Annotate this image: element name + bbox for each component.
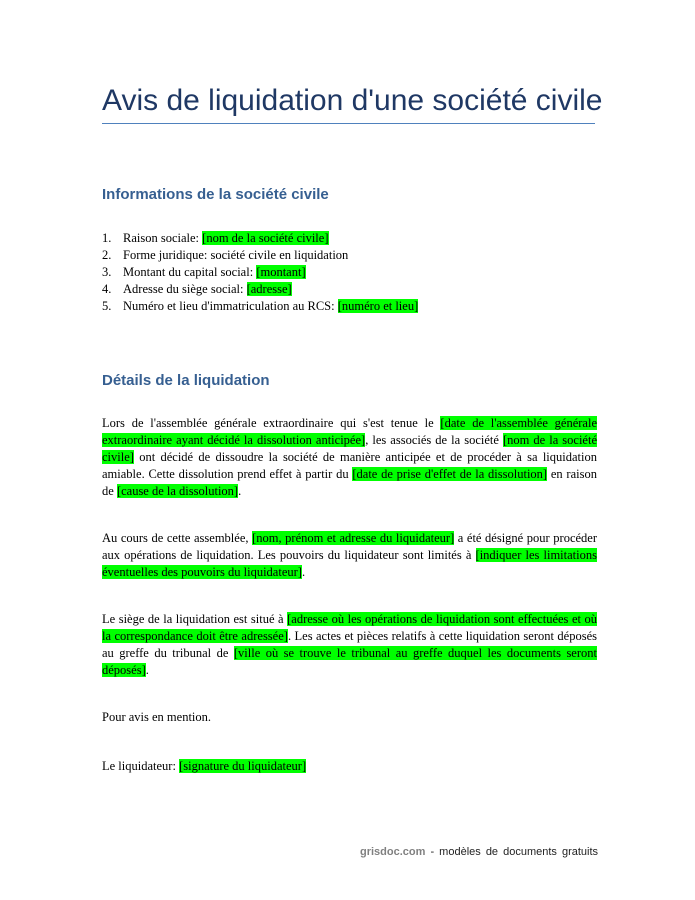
paragraph-liquidation-seat <box>102 611 597 679</box>
placeholder-field: [nom de la société civile] <box>202 231 329 245</box>
paragraph-assembly <box>102 415 597 500</box>
body-text: . Les actes et pièces relatifs à cette liquidation seront déposés au greffe du tribunal de <box>102 629 597 660</box>
list-label: Forme juridique: société civile en liquidation <box>123 248 349 262</box>
placeholder-field: [adresse où les opérations de liquidation sont effectuées et où la correspondance doit être adressée] <box>102 612 597 643</box>
placeholder-field: [signature du liquidateur] <box>179 759 307 773</box>
list-item <box>102 281 418 298</box>
body-text: ont décidé de dissoudre la société de manière anticipée et de procéder à sa liquidation amiable. Cette dissolution prend effet à partir du <box>102 450 597 481</box>
placeholder-field: [montant] <box>256 265 306 279</box>
list-number: 4. <box>102 282 112 296</box>
placeholder-field: [numéro et lieu] <box>337 299 419 313</box>
section-heading-company-info: Informations de la société civile <box>102 186 329 203</box>
body-text: Le siège de la liquidation est situé à <box>102 612 288 626</box>
body-text: . <box>301 565 306 579</box>
company-info-list <box>102 230 418 315</box>
placeholder-field: [date de l'assemblée générale extraordinaire ayant décidé la dissolution anticipée] <box>102 416 597 447</box>
body-text: en raison de <box>102 467 597 498</box>
placeholder-field: [nom de la société civile] <box>102 433 597 464</box>
body-text: . <box>238 484 242 498</box>
list-label: Raison sociale: <box>123 231 203 245</box>
footer-text: - modèles de documents gratuits <box>425 846 599 858</box>
body-text: Au cours de cette assemblée, <box>102 531 253 545</box>
list-number: 1. <box>102 231 112 245</box>
body-text: , les associés de la société <box>365 433 503 447</box>
page-footer <box>360 846 598 858</box>
section-heading-liquidation-details: Détails de la liquidation <box>102 372 270 389</box>
list-label: Numéro et lieu d'immatriculation au RCS: <box>123 299 338 313</box>
paragraph-signature <box>102 758 597 775</box>
paragraph-liquidator <box>102 530 597 581</box>
placeholder-field: [indiquer les limitations éventuelles des pouvoirs du liquidateur] <box>102 548 597 579</box>
body-text: Lors de l'assemblée générale extraordinaire qui s'est tenue le <box>102 416 441 430</box>
placeholder-field: [adresse] <box>246 282 292 296</box>
paragraph-notice: Pour avis en mention. <box>102 710 212 724</box>
body-text: Le liquidateur: <box>102 759 180 773</box>
list-label: Adresse du siège social: <box>123 282 247 296</box>
list-item <box>102 264 418 281</box>
document-title: Avis de liquidation d'une société civile <box>102 84 603 117</box>
list-number: 2. <box>102 248 112 262</box>
footer-brand-link[interactable]: grisdoc.com <box>360 846 426 858</box>
body-text: a été désigné pour procéder aux opérations de liquidation. Les pouvoirs du liquidateur sont limités à <box>102 531 598 562</box>
list-item <box>102 247 418 264</box>
body-text: . <box>145 663 149 677</box>
placeholder-field: [ville où se trouve le tribunal au greffe duquel les documents seront déposés] <box>102 646 597 677</box>
placeholder-field: [cause de la dissolution] <box>116 484 239 498</box>
title-underline <box>102 123 595 124</box>
list-item <box>102 298 418 315</box>
placeholder-field: [date de prise d'effet de la dissolution] <box>352 467 548 481</box>
list-number: 5. <box>102 299 112 313</box>
list-label: Montant du capital social: <box>123 265 257 279</box>
list-number: 3. <box>102 265 112 279</box>
list-item <box>102 230 418 247</box>
placeholder-field: [nom, prénom et adresse du liquidateur] <box>252 531 455 545</box>
